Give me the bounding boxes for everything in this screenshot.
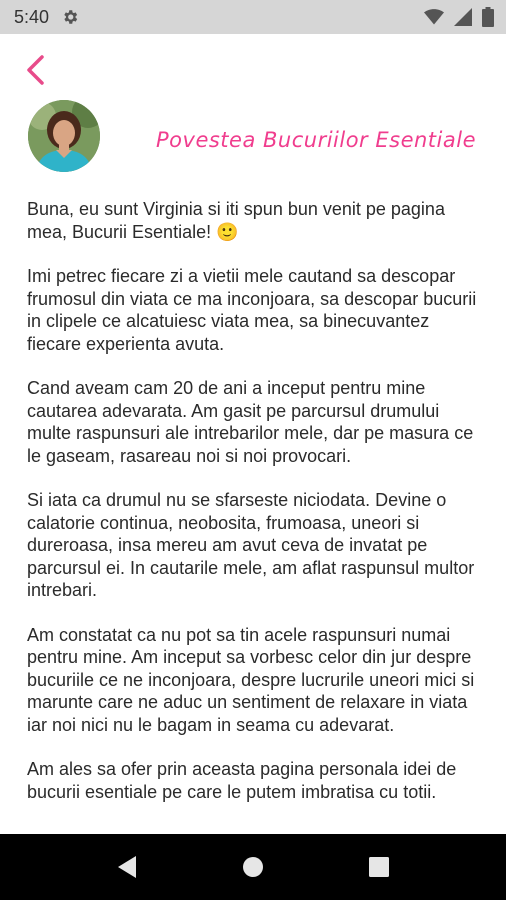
- paragraph: Buna, eu sunt Virginia si iti spun bun venit pe pagina mea, Bucurii Esentiale! 🙂: [27, 199, 445, 242]
- battery-icon: [482, 7, 494, 27]
- status-right: [424, 7, 494, 27]
- nav-home-button[interactable]: [233, 847, 273, 887]
- signal-icon: [454, 8, 472, 26]
- nav-recents-button[interactable]: [359, 847, 399, 887]
- avatar: [28, 100, 100, 172]
- system-nav-bar: [0, 834, 506, 900]
- paragraph: Imi petrec fiecare zi a vietii mele cautand sa descopar frumosul din viata ce ma inconjoara, sa descopar bucurii in clipele ce alcatuiesc viata mea, sa binecuvantez fiecare experienta avuta.: [27, 266, 477, 354]
- status-time: 5:40: [14, 6, 50, 27]
- back-triangle-icon: [116, 855, 138, 879]
- page-title: Povestea Bucuriilor Esentiale: [156, 128, 476, 152]
- recents-square-icon: [368, 856, 390, 878]
- paragraph: Am ales sa ofer prin aceasta pagina personala idei de bucurii esentiale pe care le putem imbratisa cu totii.: [27, 759, 457, 802]
- paragraph: Cand aveam cam 20 de ani a inceput pentru mine cautarea adevarata. Am gasit pe parcursul drumului multe raspunsuri ale intrebarilor mele, dar pe masura ce le gaseam, rasareau noi si noi provocari.: [27, 378, 474, 466]
- nav-back-button[interactable]: [107, 847, 147, 887]
- status-left: [14, 7, 79, 28]
- settings-icon: [61, 8, 79, 26]
- intro-text: [27, 198, 483, 825]
- app-content-area: [0, 34, 506, 834]
- paragraph: Am constatat ca nu pot sa tin acele raspunsuri numai pentru mine. Am inceput sa vorbesc celor din jur despre bucuriile ce ne inconjoara, despre lucrurile uneori mici si marunte care ne aduc un sentiment de relaxare in viata iar noi nici nu le bagam in seama cu adevarat.: [27, 624, 475, 735]
- chevron-left-icon: [24, 54, 46, 86]
- paragraph: Si iata ca drumul nu se sfarseste niciodata. Devine o calatorie continua, neobosita, frumoasa, uneori si dureroasa, insa mereu am avut ceva de invatat pe parcursul ei. In cautarile mele, am aflat raspunsul multor intrebari.: [27, 490, 475, 600]
- back-button[interactable]: [20, 50, 50, 90]
- status-bar: [0, 0, 506, 34]
- home-circle-icon: [241, 855, 265, 879]
- profile-header: [28, 100, 488, 174]
- wifi-icon: [424, 8, 444, 26]
